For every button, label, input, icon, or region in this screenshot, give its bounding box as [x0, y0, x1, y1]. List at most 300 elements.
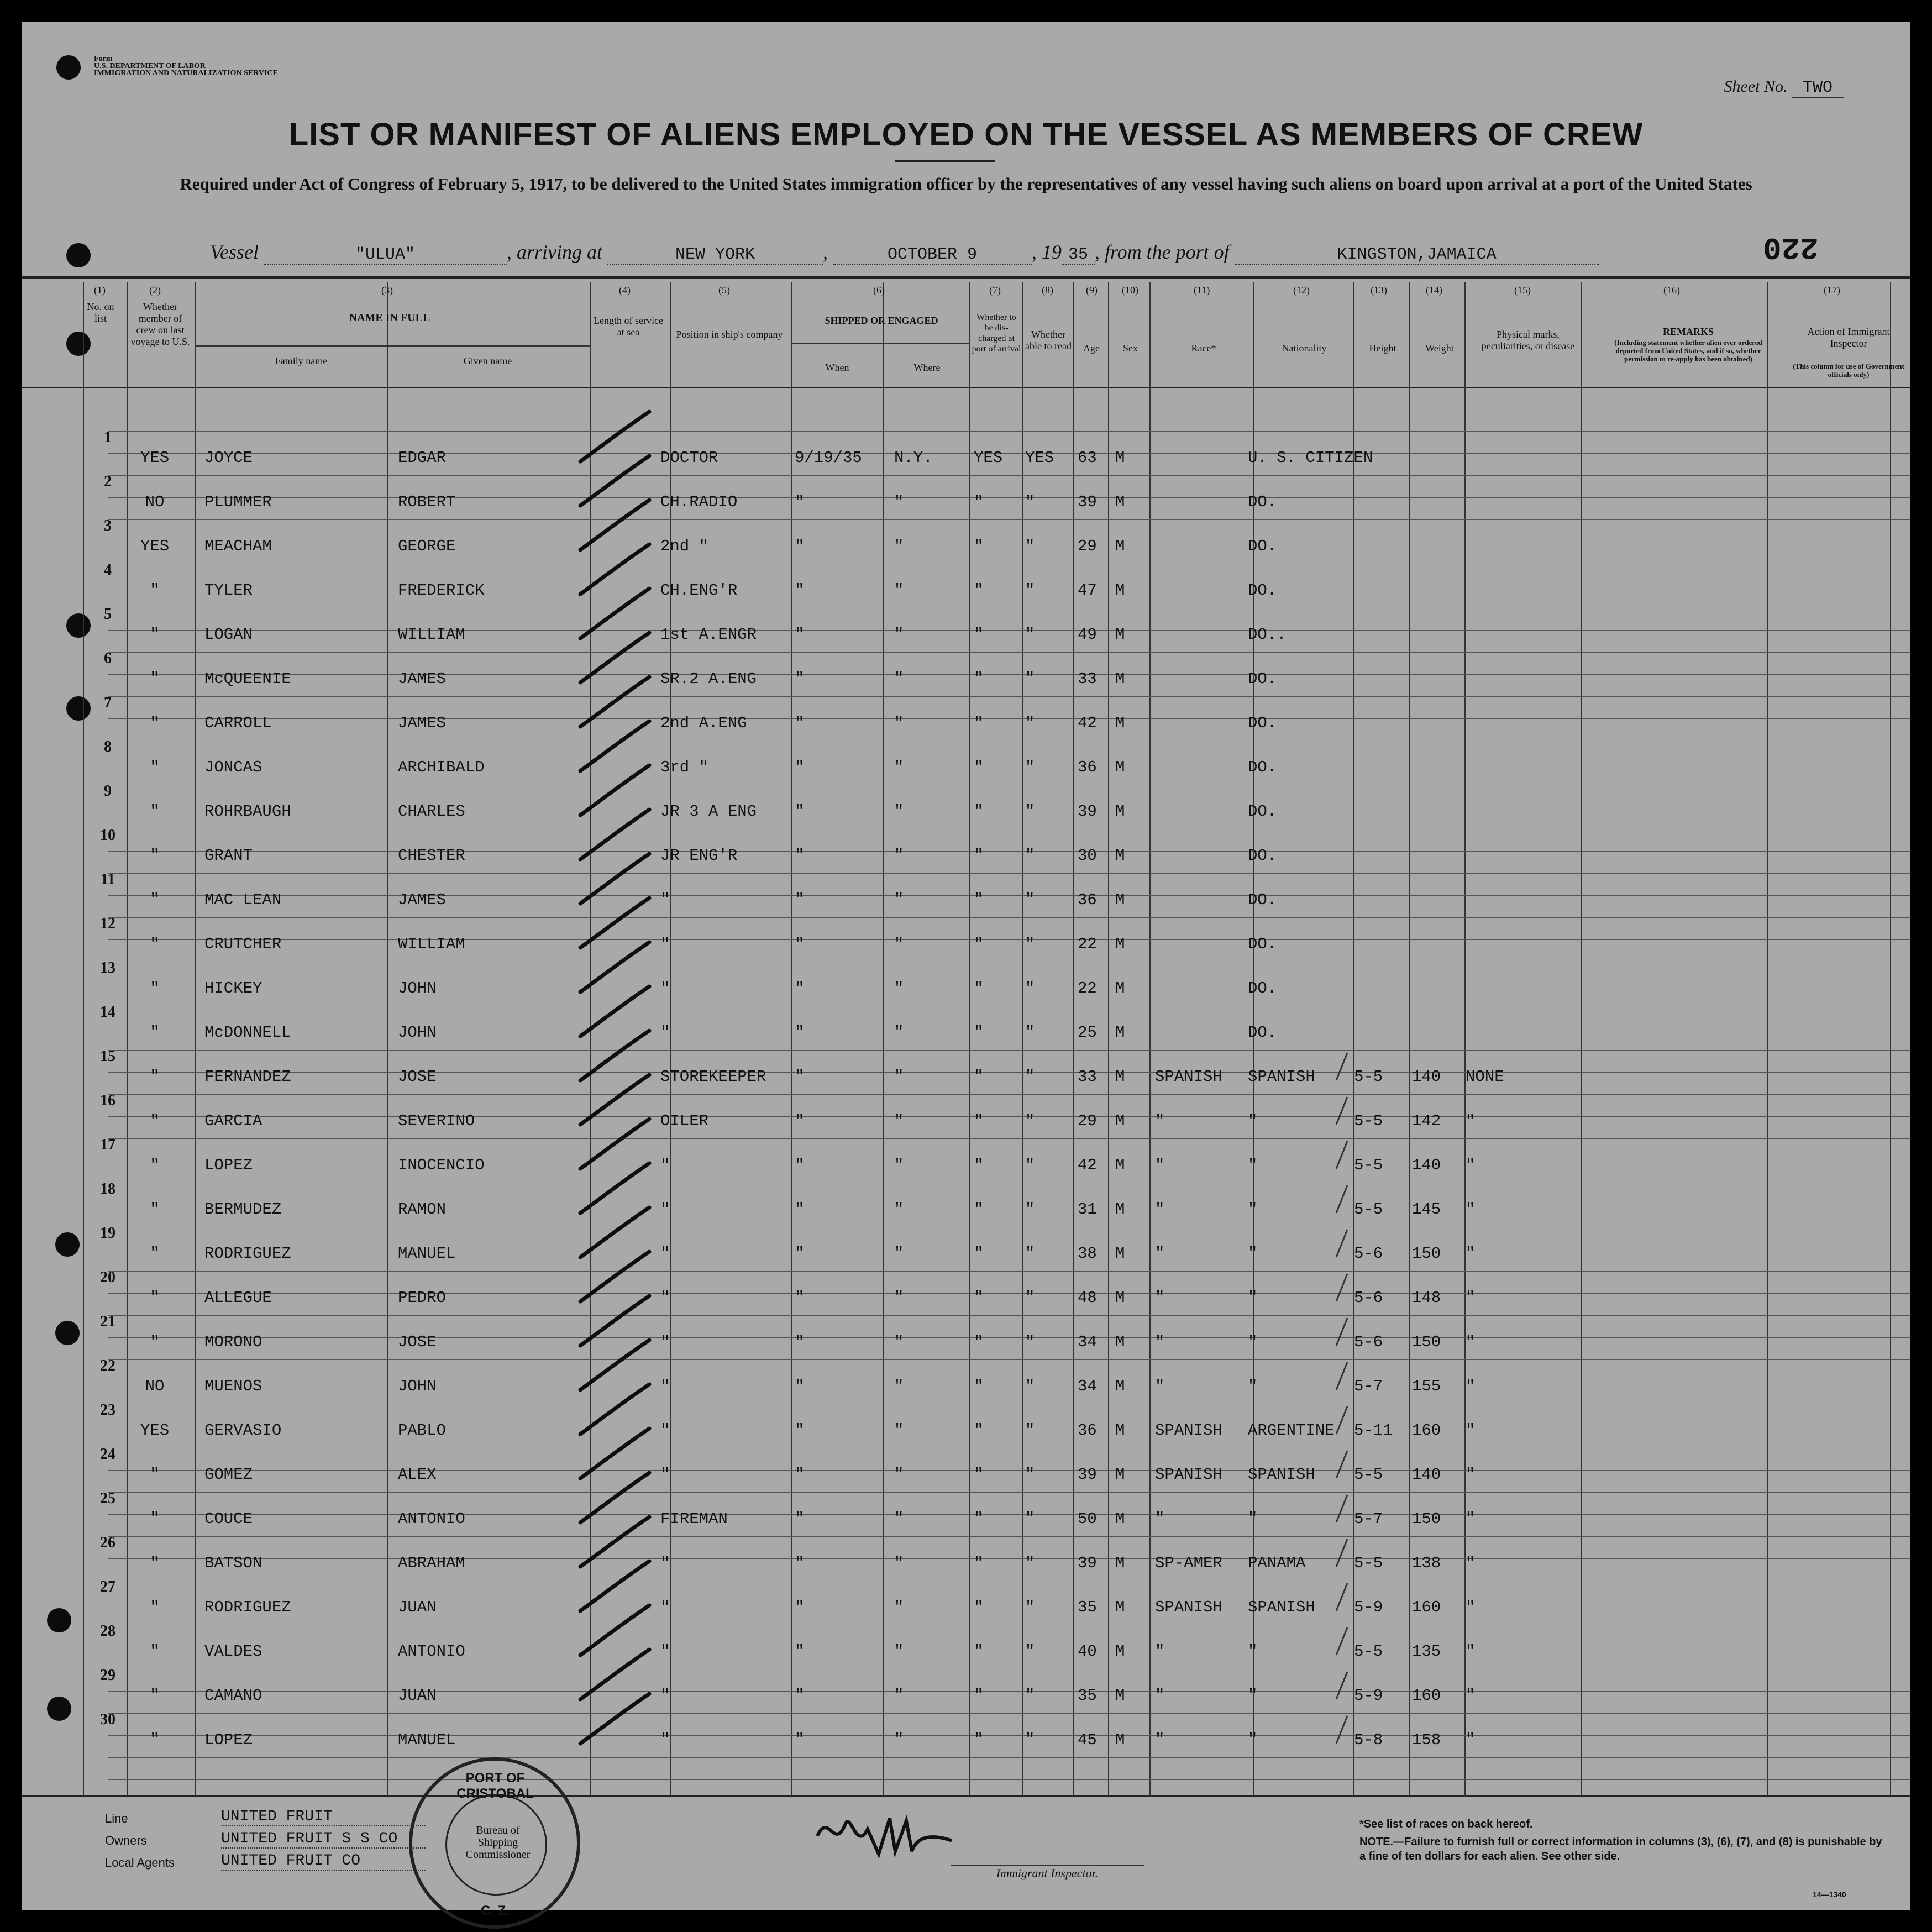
family-name-cell: McQUEENIE [204, 670, 291, 688]
when-cell: 9/19/35 [795, 449, 862, 467]
line-label: Line [105, 1812, 128, 1825]
when-cell: " [795, 1156, 805, 1174]
nationality-cell: DO. [1248, 1023, 1277, 1042]
service-check-mark [580, 677, 649, 727]
discharged-cell: " [974, 581, 984, 600]
where-cell: " [894, 935, 904, 953]
member-cell: " [150, 1068, 160, 1086]
age-cell: 33 [1078, 1068, 1097, 1086]
row-number: 15 [100, 1048, 116, 1065]
height-check-mark [1336, 1318, 1347, 1346]
member-cell: " [150, 935, 160, 953]
service-check-mark [580, 1650, 649, 1699]
read-cell: " [1025, 1731, 1035, 1749]
weight-cell: 145 [1412, 1200, 1441, 1219]
discharged-cell: " [974, 1687, 984, 1705]
family-name-cell: CRUTCHER [204, 935, 282, 953]
height-check-mark [1336, 1053, 1347, 1080]
nationality-cell: " [1248, 1377, 1258, 1395]
row-number: 16 [100, 1092, 116, 1109]
physical-cell: " [1466, 1245, 1476, 1263]
discharged-cell: YES [974, 449, 1003, 467]
position-cell: " [660, 1731, 670, 1749]
family-name-cell: MAC LEAN [204, 891, 282, 909]
service-check-mark [580, 589, 649, 638]
height-check-mark [1336, 1539, 1347, 1567]
family-name-cell: MEACHAM [204, 537, 272, 555]
race-cell: " [1155, 1510, 1165, 1528]
age-cell: 30 [1078, 847, 1097, 865]
service-check-mark [580, 1561, 649, 1611]
physical-cell: " [1466, 1642, 1476, 1661]
race-cell: SPANISH [1155, 1421, 1222, 1440]
weight-cell: 148 [1412, 1289, 1441, 1307]
header-remarks: REMARKS [1662, 326, 1714, 337]
service-check-mark [580, 1075, 649, 1125]
given-name-cell: JOSE [398, 1068, 437, 1086]
when-cell: " [795, 493, 805, 511]
given-name-cell: ANTONIO [398, 1510, 465, 1528]
where-cell: " [894, 847, 904, 865]
family-name-cell: PLUMMER [204, 493, 272, 511]
nationality-cell: " [1248, 1731, 1258, 1749]
age-cell: 39 [1078, 493, 1097, 511]
nationality-cell: DO. [1248, 979, 1277, 998]
row-number: 23 [100, 1401, 116, 1419]
where-cell: " [894, 537, 904, 555]
age-cell: 31 [1078, 1200, 1097, 1219]
seal-center-text: Bureau of Shipping Commissioner [465, 1824, 531, 1861]
height-check-mark [1336, 1451, 1347, 1478]
row-number: 22 [100, 1357, 116, 1374]
when-cell: " [795, 802, 805, 821]
weight-cell: 158 [1412, 1731, 1441, 1749]
service-check-mark [580, 544, 649, 594]
family-name-cell: RODRIGUEZ [204, 1245, 291, 1263]
where-cell: " [894, 714, 904, 732]
given-name-cell: JUAN [398, 1598, 437, 1616]
header-when: When [825, 362, 849, 373]
row-number: 26 [100, 1534, 116, 1551]
position-cell: " [660, 1245, 670, 1263]
nationality-cell: " [1248, 1112, 1258, 1130]
arrival-port: NEW YORK [607, 245, 823, 265]
when-cell: " [795, 847, 805, 865]
height-cell: 5-5 [1354, 1554, 1383, 1572]
row-number: 27 [100, 1578, 116, 1595]
physical-cell: " [1466, 1112, 1476, 1130]
service-check-mark [580, 986, 649, 1036]
read-cell: " [1025, 1377, 1035, 1395]
service-name: IMMIGRATION AND NATURALIZATION SERVICE [94, 69, 278, 77]
header-sex: Sex [1123, 343, 1138, 354]
member-cell: YES [140, 537, 170, 555]
read-cell: " [1025, 626, 1035, 644]
when-cell: " [795, 1112, 805, 1130]
column-number: (13) [1371, 285, 1387, 296]
where-cell: " [894, 1377, 904, 1395]
position-cell: " [660, 1598, 670, 1616]
row-number: 18 [100, 1180, 116, 1198]
read-cell: " [1025, 1687, 1035, 1705]
where-cell: " [894, 802, 904, 821]
position-cell: " [660, 1466, 670, 1484]
family-name-cell: GERVASIO [204, 1421, 282, 1440]
sex-cell: M [1115, 847, 1125, 865]
position-cell: 1st A.ENGR [660, 626, 757, 644]
member-cell: NO [145, 493, 165, 511]
race-cell: " [1155, 1112, 1165, 1130]
family-name-cell: CAMANO [204, 1687, 262, 1705]
age-cell: 34 [1078, 1333, 1097, 1351]
where-cell: " [894, 1598, 904, 1616]
when-cell: " [795, 1421, 805, 1440]
service-check-mark [580, 765, 649, 815]
page-subtitle: Required under Act of Congress of February 5, 1917, to be delivered to the United States immigration officer by the representatives of any vessel having such aliens on board upon arrival at a port of the United States [180, 174, 1752, 193]
discharged-cell: " [974, 1510, 984, 1528]
given-name-cell: PABLO [398, 1421, 447, 1440]
age-cell: 39 [1078, 1466, 1097, 1484]
age-cell: 47 [1078, 581, 1097, 600]
member-cell: " [150, 979, 160, 998]
read-cell: " [1025, 935, 1035, 953]
nationality-cell: " [1248, 1642, 1258, 1661]
seal-bottom-text: C. Z. [481, 1903, 510, 1918]
age-cell: 36 [1078, 891, 1097, 909]
height-check-mark [1336, 1716, 1347, 1744]
family-name-cell: BERMUDEZ [204, 1200, 282, 1219]
member-cell: " [150, 1245, 160, 1263]
nationality-cell: SPANISH [1248, 1068, 1315, 1086]
when-cell: " [795, 979, 805, 998]
seal-top-text: PORT OF CRISTOBAL [456, 1771, 534, 1801]
read-cell: " [1025, 493, 1035, 511]
physical-cell: " [1466, 1510, 1476, 1528]
position-cell: OILER [660, 1112, 709, 1130]
page-title: LIST OR MANIFEST OF ALIENS EMPLOYED ON THE VESSEL AS MEMBERS OF CREW [288, 117, 1644, 153]
position-cell: 2nd A.ENG [660, 714, 747, 732]
sex-cell: M [1115, 1642, 1125, 1661]
row-number: 19 [100, 1225, 116, 1242]
position-cell: STOREKEEPER [660, 1068, 767, 1086]
row-number: 7 [104, 694, 112, 711]
age-cell: 63 [1078, 449, 1097, 467]
height-cell: 5-5 [1354, 1642, 1383, 1661]
column-number: (7) [989, 285, 1001, 296]
nationality-cell: " [1248, 1156, 1258, 1174]
age-cell: 29 [1078, 1112, 1097, 1130]
position-cell: CH.RADIO [660, 493, 738, 511]
height-cell: 5-5 [1354, 1068, 1383, 1086]
nationality-cell: SPANISH [1248, 1466, 1315, 1484]
weight-cell: 142 [1412, 1112, 1441, 1130]
read-cell: " [1025, 1421, 1035, 1440]
header-given-name: Given name [463, 355, 512, 366]
family-name-cell: LOGAN [204, 626, 253, 644]
read-cell: " [1025, 802, 1035, 821]
read-cell: " [1025, 1289, 1035, 1307]
where-cell: " [894, 1466, 904, 1484]
when-cell: " [795, 1068, 805, 1086]
position-cell: " [660, 1333, 670, 1351]
column-number: (11) [1194, 285, 1210, 296]
position-cell: " [660, 1554, 670, 1572]
family-name-cell: LOPEZ [204, 1156, 253, 1174]
given-name-cell: JOHN [398, 1377, 437, 1395]
weight-cell: 160 [1412, 1598, 1441, 1616]
when-cell: " [795, 935, 805, 953]
form-label: Form [94, 55, 113, 63]
weight-cell: 140 [1412, 1466, 1441, 1484]
column-number: (2) [149, 285, 161, 296]
discharged-cell: " [974, 1245, 984, 1263]
nationality-cell: DO. [1248, 537, 1277, 555]
service-check-mark [580, 1296, 649, 1346]
family-name-cell: VALDES [204, 1642, 262, 1661]
age-cell: 40 [1078, 1642, 1097, 1661]
position-cell: " [660, 1421, 670, 1440]
row-number: 29 [100, 1667, 116, 1684]
service-check-mark [580, 1031, 649, 1080]
nationality-cell: DO. [1248, 670, 1277, 688]
sex-cell: M [1115, 1112, 1125, 1130]
nationality-cell: DO. [1248, 714, 1277, 732]
family-name-cell: MUENOS [204, 1377, 262, 1395]
sex-cell: M [1115, 449, 1125, 467]
age-cell: 38 [1078, 1245, 1097, 1263]
sex-cell: M [1115, 1466, 1125, 1484]
races-note: *See list of races on back hereof. [1359, 1818, 1533, 1830]
race-cell: " [1155, 1156, 1165, 1174]
age-cell: 34 [1078, 1377, 1097, 1395]
service-check-mark [580, 1384, 649, 1434]
given-name-cell: MANUEL [398, 1245, 456, 1263]
age-cell: 50 [1078, 1510, 1097, 1528]
read-cell: " [1025, 1156, 1035, 1174]
when-cell: " [795, 1687, 805, 1705]
service-check-mark [580, 1605, 649, 1655]
member-cell: " [150, 1112, 160, 1130]
given-name-cell: GEORGE [398, 537, 456, 555]
row-number: 3 [104, 517, 112, 534]
row-number: 8 [104, 738, 112, 755]
family-name-cell: ALLEGUE [204, 1289, 272, 1307]
row-number: 5 [104, 606, 112, 623]
height-cell: 5-9 [1354, 1687, 1383, 1705]
header-family-name: Family name [275, 355, 328, 366]
height-check-mark [1336, 1583, 1347, 1611]
sheet-label: Sheet No. [1724, 77, 1788, 96]
given-name-cell: CHARLES [398, 802, 465, 821]
where-cell: " [894, 670, 904, 688]
position-cell: " [660, 1200, 670, 1219]
position-cell: CH.ENG'R [660, 581, 738, 600]
given-name-cell: WILLIAM [398, 935, 465, 953]
when-cell: " [795, 1510, 805, 1528]
age-cell: 48 [1078, 1289, 1097, 1307]
given-name-cell: ANTONIO [398, 1642, 465, 1661]
vessel-line: Vessel "ULUA" , arriving at NEW YORK , OCTOBER 9 , 19 35 , from the port of KINGSTON,JAMAICA [210, 240, 1599, 265]
family-name-cell: JONCAS [204, 758, 262, 776]
given-name-cell: FREDERICK [398, 581, 485, 600]
family-name-cell: MORONO [204, 1333, 262, 1351]
physical-cell: " [1466, 1156, 1476, 1174]
member-cell: " [150, 802, 160, 821]
arrival-date: OCTOBER 9 [833, 245, 1032, 265]
member-cell: " [150, 1687, 160, 1705]
when-cell: " [795, 670, 805, 688]
discharged-cell: " [974, 1112, 984, 1130]
height-cell: 5-5 [1354, 1112, 1383, 1130]
height-cell: 5-6 [1354, 1245, 1383, 1263]
service-check-mark [580, 810, 649, 859]
sex-cell: M [1115, 581, 1125, 600]
when-cell: " [795, 1642, 805, 1661]
weight-cell: 160 [1412, 1687, 1441, 1705]
discharged-cell: " [974, 935, 984, 953]
discharged-cell: " [974, 1023, 984, 1042]
column-number: (9) [1086, 285, 1098, 296]
member-cell: " [150, 581, 160, 600]
weight-cell: 135 [1412, 1642, 1441, 1661]
service-check-marks [22, 22, 1910, 1910]
member-cell: " [150, 1598, 160, 1616]
row-number: 9 [104, 783, 112, 800]
position-cell: " [660, 1642, 670, 1661]
given-name-cell: JAMES [398, 714, 447, 732]
age-cell: 36 [1078, 1421, 1097, 1440]
nationality-cell: PANAMA [1248, 1554, 1306, 1572]
column-number: (14) [1426, 285, 1442, 296]
family-name-cell: ROHRBAUGH [204, 802, 291, 821]
fine-note: NOTE.—Failure to furnish full or correct information in columns (3), (6), (7), and (8) is punishable by a fine of ten dollars for each alien. See other side. [1359, 1836, 1882, 1862]
sex-cell: M [1115, 493, 1125, 511]
where-cell: N.Y. [894, 449, 933, 467]
position-cell: JR ENG'R [660, 847, 738, 865]
year-prefix: , 19 [1032, 241, 1062, 263]
where-cell: " [894, 1642, 904, 1661]
line-value: UNITED FRUIT [221, 1808, 426, 1826]
member-cell: " [150, 847, 160, 865]
read-cell: " [1025, 1642, 1035, 1661]
given-name-cell: JOSE [398, 1333, 437, 1351]
height-check-mark [1336, 1274, 1347, 1301]
read-cell: " [1025, 891, 1035, 909]
discharged-cell: " [974, 1200, 984, 1219]
height-check-mark [1336, 1628, 1347, 1655]
race-cell: " [1155, 1377, 1165, 1395]
age-cell: 49 [1078, 626, 1097, 644]
manifest-sheet [22, 22, 1910, 1918]
position-cell: 3rd " [660, 758, 709, 776]
family-name-cell: McDONNELL [204, 1023, 291, 1042]
where-cell: " [894, 493, 904, 511]
height-cell: 5-7 [1354, 1510, 1383, 1528]
height-cell: 5-11 [1354, 1421, 1393, 1440]
race-cell: SPANISH [1155, 1466, 1222, 1484]
service-check-mark [580, 898, 649, 948]
when-cell: " [795, 1333, 805, 1351]
discharged-cell: " [974, 1156, 984, 1174]
member-cell: " [150, 758, 160, 776]
nationality-cell: DO. [1248, 847, 1277, 865]
service-check-mark [580, 1340, 649, 1390]
family-name-cell: LOPEZ [204, 1731, 253, 1749]
when-cell: " [795, 537, 805, 555]
department-name: U.S. DEPARTMENT OF LABOR [94, 62, 206, 70]
sex-cell: M [1115, 802, 1125, 821]
where-cell: " [894, 581, 904, 600]
weight-cell: 160 [1412, 1421, 1441, 1440]
age-cell: 39 [1078, 802, 1097, 821]
age-cell: 42 [1078, 714, 1097, 732]
race-cell: SPANISH [1155, 1068, 1222, 1086]
height-check-mark [1336, 1362, 1347, 1390]
when-cell: " [795, 1598, 805, 1616]
sex-cell: M [1115, 714, 1125, 732]
read-cell: " [1025, 1112, 1035, 1130]
column-number: (1) [94, 285, 106, 296]
nationality-cell: DO. [1248, 935, 1277, 953]
nationality-cell: " [1248, 1687, 1258, 1705]
member-cell: " [150, 1510, 160, 1528]
where-cell: " [894, 1200, 904, 1219]
column-number: (12) [1293, 285, 1310, 296]
sex-cell: M [1115, 1333, 1125, 1351]
discharged-cell: " [974, 537, 984, 555]
family-name-cell: FERNANDEZ [204, 1068, 291, 1086]
row-number: 25 [100, 1490, 116, 1507]
where-cell: " [894, 1068, 904, 1086]
physical-cell: " [1466, 1421, 1476, 1440]
header-read: Whether able to read [1025, 329, 1072, 351]
position-cell: " [660, 979, 670, 998]
discharged-cell: " [974, 1731, 984, 1749]
header-no: No. on list [87, 301, 114, 324]
position-cell: " [660, 935, 670, 953]
row-number: 12 [100, 915, 116, 932]
weight-cell: 138 [1412, 1554, 1441, 1572]
height-check-mark [1336, 1141, 1347, 1169]
inspector-label: Immigrant Inspector. [951, 1865, 1144, 1881]
header-action: Action of Immigrant Inspector [1807, 326, 1890, 349]
column-number: (5) [718, 285, 730, 296]
sex-cell: M [1115, 1510, 1125, 1528]
row-number: 11 [100, 871, 116, 888]
race-cell: " [1155, 1333, 1165, 1351]
read-cell: " [1025, 1245, 1035, 1263]
read-cell: " [1025, 537, 1035, 555]
member-cell: " [150, 891, 160, 909]
weight-cell: 155 [1412, 1377, 1441, 1395]
sex-cell: M [1115, 1598, 1125, 1616]
family-name-cell: GOMEZ [204, 1466, 253, 1484]
height-check-mark [1336, 1230, 1347, 1257]
given-name-cell: EDGAR [398, 449, 447, 467]
column-number: (6) [873, 285, 885, 296]
physical-cell: " [1466, 1731, 1476, 1749]
age-cell: 35 [1078, 1598, 1097, 1616]
row-number: 20 [100, 1269, 116, 1286]
service-check-mark [580, 1473, 649, 1523]
service-check-mark [580, 854, 649, 904]
row-number: 14 [100, 1004, 116, 1021]
row-number: 10 [100, 827, 116, 844]
age-cell: 22 [1078, 935, 1097, 953]
height-check-mark [1336, 1495, 1347, 1523]
service-check-mark [580, 1163, 649, 1213]
row-number: 1 [104, 429, 112, 446]
